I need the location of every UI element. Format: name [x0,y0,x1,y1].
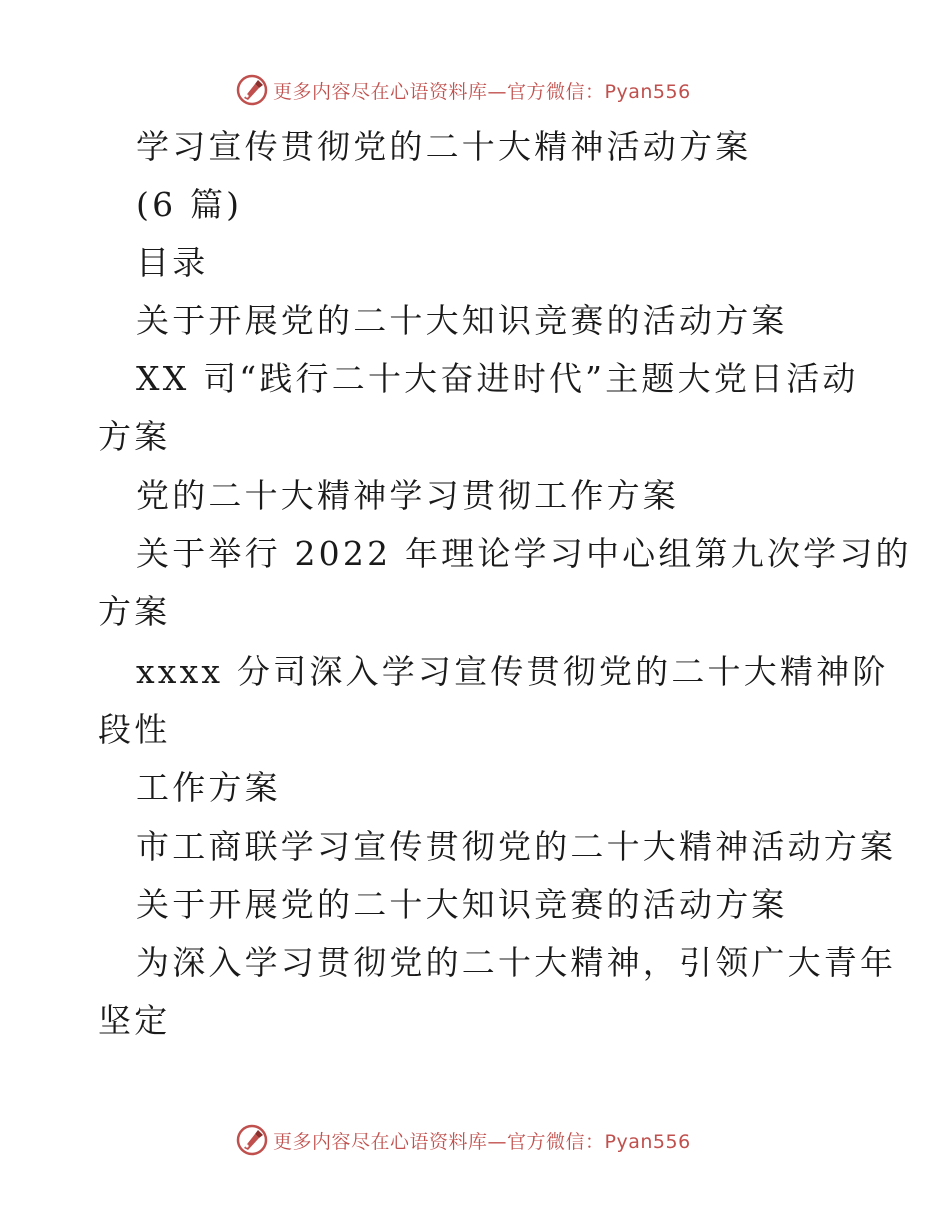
watermark-text: 更多内容尽在心语资料库—官方微信：Pyan556 [273,80,691,103]
body-paragraph: 为深入学习贯彻党的二十大精神，引领广大青年 [136,943,897,982]
pen-nib-logo-icon [235,73,269,107]
pen-nib-logo-icon [235,1123,269,1157]
toc-entry: 市工商联学习宣传贯彻党的二十大精神活动方案 [136,827,897,866]
toc-entry: XX 司“践行二十大奋进时代”主题大党日活动 [136,359,859,398]
toc-entry-continuation: 方案 [98,417,171,456]
toc-entry: 关于举行 2022 年理论学习中心组第九次学习的 [136,534,912,573]
document-subtitle: (6 篇) [136,185,243,224]
toc-entry: xxxx 分司深入学习宣传贯彻党的二十大精神阶 [136,652,889,691]
toc-heading: 目录 [136,243,209,282]
toc-entry-continuation: 方案 [98,592,171,631]
watermark-text: 更多内容尽在心语资料库—官方微信：Pyan556 [273,1130,691,1153]
toc-entry: 党的二十大精神学习贯彻工作方案 [136,476,679,515]
toc-entry: 工作方案 [136,768,281,807]
toc-entry: 关于开展党的二十大知识竞赛的活动方案 [136,301,788,340]
toc-entry-continuation: 段性 [98,710,171,749]
footer-watermark [235,1122,691,1158]
header-watermark [235,72,691,108]
section-heading: 关于开展党的二十大知识竞赛的活动方案 [136,885,788,924]
body-paragraph-continuation: 坚定 [98,1001,171,1040]
document-title: 学习宣传贯彻党的二十大精神活动方案 [136,127,752,166]
